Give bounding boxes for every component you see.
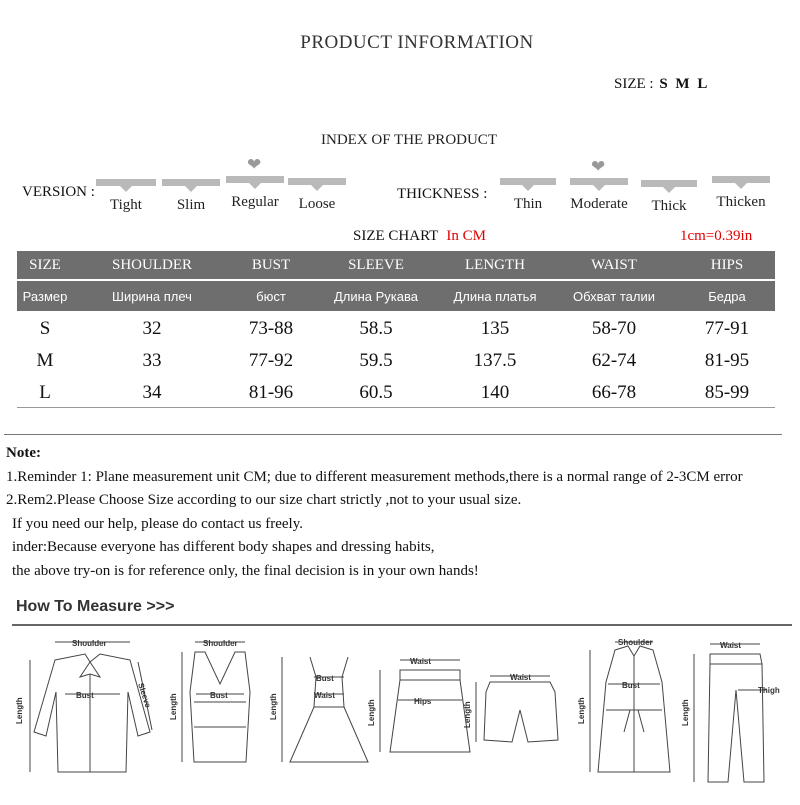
- column-header: SLEEVE: [348, 256, 404, 273]
- svg-text:Length: Length: [269, 693, 278, 720]
- svg-text:Length: Length: [169, 693, 178, 720]
- svg-text:Length: Length: [463, 701, 472, 728]
- dress-diagram: [269, 657, 368, 762]
- table-cell: 59.5: [359, 350, 393, 371]
- table-cell: 135: [480, 318, 510, 339]
- svg-text:Bust: Bust: [316, 674, 334, 683]
- table-cell: 60.5: [359, 382, 393, 403]
- indicator-bar: [96, 179, 156, 186]
- column-header: BUST: [251, 256, 291, 273]
- unit-note: In CM: [446, 228, 486, 244]
- version-option-label: Tight: [110, 197, 142, 213]
- table-row: [17, 377, 775, 409]
- section-divider: [4, 434, 782, 435]
- unit-conversion: 1cm=0.39in: [680, 228, 753, 244]
- note-line: the above try-on is for reference only, the final decision is in your own hands!: [12, 562, 479, 579]
- version-option-regular: [226, 155, 284, 211]
- indicator-bar: [162, 179, 220, 186]
- table-header-row: [17, 251, 775, 279]
- table-cell: L: [39, 382, 51, 403]
- skirt-diagram: [367, 657, 470, 752]
- size-label: SIZE :: [614, 76, 654, 92]
- svg-text:Length: Length: [15, 697, 24, 724]
- svg-text:Shoulder: Shoulder: [618, 638, 653, 647]
- note-line: 2.Rem2.Please Choose Size according to our size chart strictly ,not to your usual size.: [6, 492, 522, 508]
- page-title: PRODUCT INFORMATION: [300, 32, 534, 53]
- shorts-diagram: [463, 673, 558, 742]
- column-header: HIPS: [710, 256, 744, 273]
- version-option-slim: [162, 179, 220, 214]
- note-line: 1.Reminder 1: Plane measurement unit CM; due to different measurement methods,there is a normal range of 2-3CM error: [6, 468, 743, 485]
- column-header: WAIST: [591, 256, 637, 273]
- note-line: inder:Because everyone has different body shapes and dressing habits,: [12, 539, 435, 555]
- table-cell: 140: [480, 382, 510, 403]
- table-row: [17, 345, 775, 377]
- top-diagram: [169, 639, 250, 762]
- column-header: SIZE: [29, 256, 61, 273]
- blouse-diagram: [15, 639, 153, 772]
- table-cell: 58.5: [359, 318, 393, 339]
- svg-text:Length: Length: [577, 697, 586, 724]
- thickness-option-label: Thick: [651, 198, 687, 214]
- column-header-ru: Размер: [22, 288, 68, 304]
- column-header: LENGTH: [465, 256, 525, 273]
- svg-text:Waist: Waist: [314, 691, 336, 700]
- column-header-ru: Длина платья: [453, 288, 537, 304]
- size-chart-label: SIZE CHART: [353, 228, 439, 244]
- table-cell: 32: [142, 318, 162, 339]
- column-header-ru: Длина Рукава: [333, 288, 419, 304]
- trousers-diagram: [681, 641, 780, 782]
- column-header: SHOULDER: [111, 256, 192, 273]
- indicator-bar: [712, 176, 770, 183]
- indicator-bar: [570, 178, 628, 185]
- how-to-measure-divider: [12, 624, 792, 626]
- size-availability: [614, 76, 709, 93]
- table-cell: 77-92: [248, 350, 294, 371]
- indicator-bar: [226, 176, 284, 183]
- version-option-label: Loose: [298, 196, 336, 212]
- svg-text:Shoulder: Shoulder: [72, 639, 107, 648]
- table-cell: 58-70: [591, 318, 637, 339]
- table-cell: 85-99: [704, 382, 750, 403]
- indicator-bar: [500, 178, 556, 185]
- coat-diagram: [577, 638, 670, 772]
- column-header-ru: Ширина плеч: [112, 288, 192, 304]
- version-label: VERSION :: [22, 184, 95, 200]
- thickness-option-thin: [500, 178, 556, 213]
- thickness-option-label: Thin: [513, 196, 543, 212]
- size-chart-title: [353, 228, 486, 245]
- thickness-option-label: Thicken: [716, 194, 766, 210]
- index-title: INDEX OF THE PRODUCT: [321, 132, 497, 148]
- thickness-label: THICKNESS :: [397, 186, 488, 202]
- indicator-bar: [641, 180, 697, 187]
- table-bottom-divider: [17, 407, 775, 408]
- measurement-diagrams: [10, 632, 795, 800]
- table-cell: 73-88: [248, 318, 294, 339]
- thickness-option-moderate: [570, 157, 628, 213]
- heart-icon: ❤: [591, 157, 606, 176]
- heart-icon: ❤: [247, 155, 262, 174]
- table-cell: 33: [142, 350, 162, 371]
- svg-text:Thigh: Thigh: [758, 686, 780, 695]
- version-option-label: Slim: [176, 197, 206, 213]
- size-values: S M L: [659, 76, 710, 92]
- version-option-tight: [96, 179, 156, 214]
- table-cell: 81-96: [248, 382, 294, 403]
- table-cell: S: [39, 318, 51, 339]
- svg-text:Waist: Waist: [410, 657, 432, 666]
- table-cell: 81-95: [704, 350, 750, 371]
- svg-text:Hips: Hips: [414, 697, 432, 706]
- svg-text:Sleeve: Sleeve: [136, 681, 153, 709]
- thickness-option-label: Moderate: [570, 196, 628, 212]
- svg-text:Bust: Bust: [76, 691, 94, 700]
- table-cell: 62-74: [591, 350, 637, 371]
- svg-text:Waist: Waist: [720, 641, 742, 650]
- column-header-ru: Обхват талии: [572, 288, 656, 304]
- table-header-row-ru: [17, 279, 775, 311]
- table-cell: M: [36, 350, 54, 371]
- svg-text:Shoulder: Shoulder: [203, 639, 238, 648]
- table-cell: 137.5: [473, 350, 517, 371]
- table-cell: 77-91: [704, 318, 750, 339]
- thickness-option-thicken: [712, 176, 770, 211]
- svg-text:Waist: Waist: [510, 673, 532, 682]
- table-cell: 34: [142, 382, 162, 403]
- notes-heading: Note:: [6, 445, 41, 461]
- table-cell: 66-78: [591, 382, 637, 403]
- how-to-measure-title: How To Measure >>>: [16, 598, 175, 615]
- column-header-ru: Бедра: [708, 288, 746, 304]
- table-row: [17, 313, 775, 345]
- notes-section: [6, 442, 743, 583]
- size-table: [17, 251, 775, 409]
- column-header-ru: бюст: [256, 288, 286, 304]
- note-line: If you need our help, please do contact us freely.: [12, 515, 303, 532]
- svg-text:Length: Length: [681, 699, 690, 726]
- version-option-loose: [288, 178, 346, 213]
- indicator-bar: [288, 178, 346, 185]
- svg-text:Bust: Bust: [622, 681, 640, 690]
- svg-text:Bust: Bust: [210, 691, 228, 700]
- svg-text:Length: Length: [367, 699, 376, 726]
- thickness-option-thick: [641, 180, 697, 215]
- version-option-label: Regular: [231, 194, 279, 210]
